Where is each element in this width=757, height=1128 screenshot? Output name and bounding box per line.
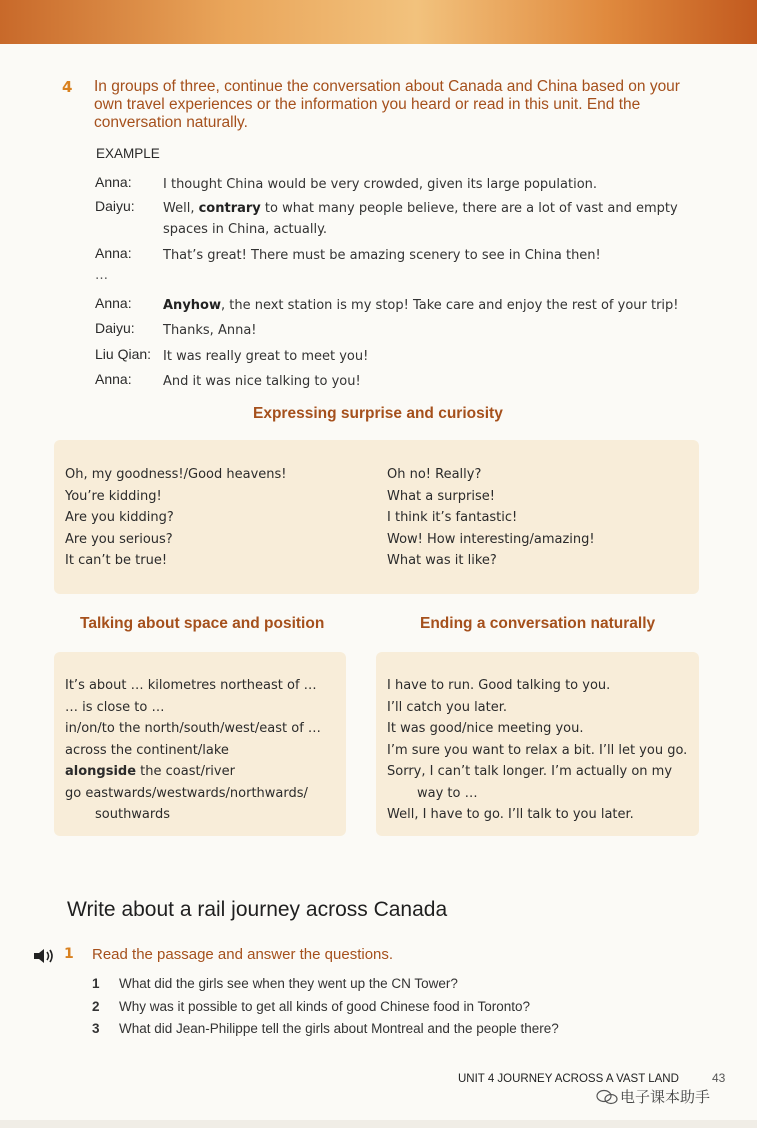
surprise-heading: Expressing surprise and curiosity xyxy=(253,405,503,422)
phrase: I’ll catch you later. xyxy=(387,699,508,715)
question-number: 3 xyxy=(92,1021,100,1036)
speaker: Anna: xyxy=(95,295,132,311)
chat-bubble-icon xyxy=(596,1089,618,1105)
section-title: Write about a rail journey across Canada xyxy=(67,898,448,921)
phrase: go eastwards/westwards/northwards/ xyxy=(65,785,308,801)
question-number: 2 xyxy=(92,999,100,1014)
ending-box xyxy=(376,652,699,836)
phrase: Are you kidding? xyxy=(65,510,174,525)
dialogue-text: I thought China would be very crowded, given its large population. xyxy=(163,177,598,192)
speaker: Liu Qian: xyxy=(95,346,152,362)
phrase: Sorry, I can’t talk longer. I’m actually on my xyxy=(387,764,673,779)
watermark: 电子课本助手 xyxy=(596,1086,710,1107)
task-number: 1 xyxy=(64,946,74,962)
audio-speaker-icon[interactable] xyxy=(33,948,55,964)
dialogue-text: And it was nice talking to you! xyxy=(163,374,361,389)
example-label: EXAMPLE xyxy=(96,146,160,161)
question-text: What did Jean-Philippe tell the girls about Montreal and the people there? xyxy=(119,1021,559,1036)
speaker: Daiyu: xyxy=(95,198,135,214)
speaker: Anna: xyxy=(95,245,132,261)
dialogue-text: It was really great to meet you! xyxy=(163,349,369,364)
task-instruction: Read the passage and answer the questions. xyxy=(92,946,394,963)
question-text: What did the girls see when they went up the CN Tower? xyxy=(119,976,458,991)
surprise-box xyxy=(54,440,699,594)
ellipsis: … xyxy=(95,268,108,283)
header-band xyxy=(0,0,757,44)
surprise-left-list xyxy=(65,464,287,572)
phrase: in/on/to the north/south/west/east of … xyxy=(65,721,321,736)
phrase: way to … xyxy=(417,785,478,801)
phrase: I think it’s fantastic! xyxy=(387,510,518,525)
unit-footer: UNIT 4 JOURNEY ACROSS A VAST LAND xyxy=(458,1073,679,1085)
phrase: … is close to … xyxy=(65,699,165,715)
phrase: Oh no! Really? xyxy=(387,467,482,482)
dialogue-text: Anyhow, the next station is my stop! Take care and enjoy the rest of your trip! xyxy=(163,298,679,313)
phrase: Are you serious? xyxy=(65,531,173,547)
phrase: Oh, my goodness!/Good heavens! xyxy=(65,467,287,482)
phrase: What was it like? xyxy=(387,553,497,568)
phrase: It can’t be true! xyxy=(65,553,168,568)
space-box xyxy=(54,652,346,836)
phrase: I’m sure you want to relax a bit. I’ll let you go. xyxy=(387,742,688,758)
phrase: What a surprise! xyxy=(387,488,495,504)
phrase: Well, I have to go. I’ll talk to you later. xyxy=(387,807,634,822)
page-number: 43 xyxy=(712,1071,726,1085)
phrase: alongside the coast/river xyxy=(65,764,235,779)
phrase: It’s about … kilometres northeast of … xyxy=(65,678,317,693)
space-list xyxy=(65,675,321,826)
speaker: Anna: xyxy=(95,371,132,387)
task-instruction: In groups of three, continue the conversation about Canada and China based on your own travel experiences or the information you heard or read in this unit. End the conversation naturally. xyxy=(94,78,680,131)
dialogue-text: That’s great! There must be amazing scenery to see in China then! xyxy=(163,248,601,263)
task-number: 4 xyxy=(62,78,73,96)
question-text: Why was it possible to get all kinds of good Chinese food in Toronto? xyxy=(119,999,530,1014)
dialogue-text: Thanks, Anna! xyxy=(163,323,257,338)
ending-list xyxy=(387,675,687,826)
surprise-right-list xyxy=(387,464,595,572)
phrase: I have to run. Good talking to you. xyxy=(387,678,611,693)
ending-heading: Ending a conversation naturally xyxy=(420,615,656,632)
speaker: Daiyu: xyxy=(95,320,135,336)
phrase: across the continent/lake xyxy=(65,742,229,758)
phrase: You’re kidding! xyxy=(65,488,162,504)
phrase: southwards xyxy=(95,807,171,822)
phrase: It was good/nice meeting you. xyxy=(387,721,584,736)
speaker: Anna: xyxy=(95,174,132,190)
space-heading: Talking about space and position xyxy=(80,615,325,632)
page-edge xyxy=(0,1120,757,1128)
dialogue-text: Well, contrary to what many people believe, there are a lot of vast and empty spaces in China, actually. xyxy=(163,201,678,237)
phrase: Wow! How interesting/amazing! xyxy=(387,531,595,547)
question-number: 1 xyxy=(92,976,100,991)
